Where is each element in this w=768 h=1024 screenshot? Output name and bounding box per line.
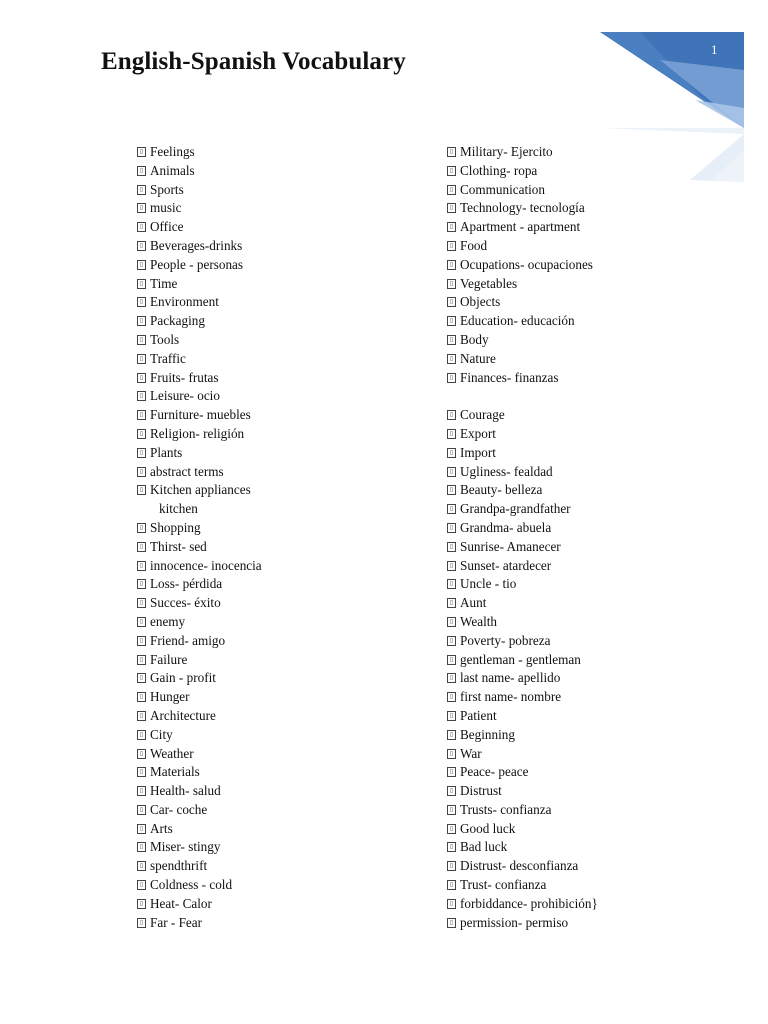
vocabulary-list-right (447, 143, 747, 932)
vocabulary-item-label: Distrust- desconfianza (460, 858, 579, 874)
checkbox-bullet-icon (137, 861, 146, 871)
vocabulary-item (447, 707, 747, 726)
checkbox-bullet-icon (137, 730, 146, 740)
vocabulary-item-label: Beauty- belleza (460, 482, 543, 498)
vocabulary-item (137, 162, 427, 181)
vocabulary-item (447, 857, 747, 876)
checkbox-bullet-icon (447, 899, 456, 909)
vocabulary-item (447, 312, 747, 331)
vocabulary-item (137, 312, 427, 331)
vocabulary-item (447, 481, 747, 500)
checkbox-bullet-icon (137, 429, 146, 439)
vocabulary-item (137, 651, 427, 670)
checkbox-bullet-icon (137, 617, 146, 627)
vocabulary-item (447, 425, 747, 444)
checkbox-bullet-icon (447, 579, 456, 589)
vocabulary-item-label: Plants (150, 444, 183, 460)
checkbox-bullet-icon (137, 147, 146, 157)
checkbox-bullet-icon (447, 692, 456, 702)
vocabulary-item (137, 838, 427, 857)
vocabulary-item (447, 538, 747, 557)
vocabulary-item-label: Traffic (150, 350, 186, 366)
vocabulary-item (137, 538, 427, 557)
checkbox-bullet-icon (137, 485, 146, 495)
page-number: 1 (711, 42, 718, 57)
vocabulary-item-label: Thirst- sed (150, 538, 207, 554)
vocabulary-item-label: Beginning (460, 726, 515, 742)
vocabulary-item-label: Import (460, 444, 496, 460)
vocabulary-item-label: Poverty- pobreza (460, 632, 551, 648)
vocabulary-item-label: Apartment - apartment (460, 219, 581, 235)
vocabulary-item-label: innocence- inocencia (150, 557, 262, 573)
vocabulary-item-label: Health- salud (150, 783, 221, 799)
vocabulary-item-label: Bad luck (460, 839, 508, 855)
vocabulary-item-label: Packaging (150, 313, 205, 329)
vocabulary-item (447, 895, 747, 914)
checkbox-bullet-icon (447, 598, 456, 608)
checkbox-bullet-icon (137, 636, 146, 646)
vocabulary-item-label: Aunt (460, 595, 487, 611)
checkbox-bullet-icon (137, 673, 146, 683)
checkbox-bullet-icon (137, 842, 146, 852)
checkbox-bullet-icon (447, 279, 456, 289)
checkbox-bullet-icon (447, 749, 456, 759)
checkbox-bullet-icon (447, 448, 456, 458)
vocabulary-item-label: Clothing- ropa (460, 162, 538, 178)
vocabulary-item (137, 481, 427, 500)
vocabulary-item (447, 143, 747, 162)
vocabulary-item (137, 293, 427, 312)
vocabulary-item-label: Communication (460, 181, 545, 197)
vocabulary-item (447, 782, 747, 801)
checkbox-bullet-icon (137, 711, 146, 721)
vocabulary-item (137, 575, 427, 594)
vocabulary-item (447, 763, 747, 782)
vocabulary-item-label: Leisure- ocio (150, 388, 220, 404)
checkbox-bullet-icon (447, 260, 456, 270)
vocabulary-item (447, 331, 747, 350)
vocabulary-item (447, 745, 747, 764)
checkbox-bullet-icon (137, 655, 146, 665)
vocabulary-item (447, 406, 747, 425)
vocabulary-item (447, 575, 747, 594)
vocabulary-item-label: Finances- finanzas (460, 369, 559, 385)
checkbox-bullet-icon (447, 373, 456, 383)
vocabulary-item (447, 838, 747, 857)
vocabulary-item (137, 914, 427, 933)
checkbox-bullet-icon (137, 335, 146, 345)
vocabulary-item-label: Ugliness- fealdad (460, 463, 553, 479)
checkbox-bullet-icon (447, 410, 456, 420)
vocabulary-item (137, 895, 427, 914)
checkbox-bullet-icon (447, 805, 456, 815)
checkbox-bullet-icon (137, 767, 146, 777)
vocabulary-item (137, 876, 427, 895)
vocabulary-item (447, 218, 747, 237)
checkbox-bullet-icon (447, 711, 456, 721)
checkbox-bullet-icon (447, 185, 456, 195)
checkbox-bullet-icon (137, 786, 146, 796)
vocabulary-item-label: Tools (150, 331, 180, 347)
vocabulary-item-label: Nature (460, 350, 496, 366)
checkbox-bullet-icon (137, 279, 146, 289)
checkbox-bullet-icon (137, 561, 146, 571)
checkbox-bullet-icon (137, 692, 146, 702)
vocabulary-item (137, 199, 427, 218)
vocabulary-item-label: gentleman - gentleman (460, 651, 581, 667)
vocabulary-item (137, 745, 427, 764)
vocabulary-item-label: Shopping (150, 519, 201, 535)
checkbox-bullet-icon (137, 824, 146, 834)
vocabulary-item (137, 369, 427, 388)
vocabulary-item (137, 557, 427, 576)
vocabulary-item (137, 181, 427, 200)
checkbox-bullet-icon (137, 185, 146, 195)
vocabulary-item (447, 463, 747, 482)
vocabulary-item-label: Trusts- confianza (460, 801, 552, 817)
vocabulary-item-label: Grandma- abuela (460, 519, 552, 535)
vocabulary-item-label: Animals (150, 162, 195, 178)
checkbox-bullet-icon (447, 485, 456, 495)
vocabulary-item-label: Failure (150, 651, 188, 667)
vocabulary-item (137, 350, 427, 369)
vocabulary-item (137, 218, 427, 237)
vocabulary-item (447, 444, 747, 463)
vocabulary-item (137, 782, 427, 801)
checkbox-bullet-icon (137, 880, 146, 890)
vocabulary-item (137, 256, 427, 275)
vocabulary-item-label: kitchen (159, 501, 198, 517)
vocabulary-item-label: Hunger (150, 689, 190, 705)
checkbox-bullet-icon (137, 410, 146, 420)
checkbox-bullet-icon (447, 824, 456, 834)
vocabulary-item (447, 500, 747, 519)
vocabulary-item-label: Sunrise- Amanecer (460, 538, 561, 554)
vocabulary-item-label: Car- coche (150, 801, 208, 817)
vocabulary-item (447, 669, 747, 688)
vocabulary-item-label: People - personas (150, 256, 244, 272)
checkbox-bullet-icon (137, 598, 146, 608)
checkbox-bullet-icon (137, 373, 146, 383)
vocabulary-item (137, 726, 427, 745)
checkbox-bullet-icon (447, 354, 456, 364)
vocabulary-item (137, 857, 427, 876)
vocabulary-item-label: Architecture (150, 707, 216, 723)
checkbox-bullet-icon (137, 241, 146, 251)
vocabulary-item (447, 293, 747, 312)
vocabulary-item-label: Office (150, 219, 184, 235)
checkbox-bullet-icon (447, 297, 456, 307)
vocabulary-item (447, 651, 747, 670)
checkbox-bullet-icon (447, 241, 456, 251)
checkbox-bullet-icon (447, 767, 456, 777)
checkbox-bullet-icon (447, 429, 456, 439)
vocabulary-item-label: Vegetables (460, 275, 518, 291)
vocabulary-item (447, 688, 747, 707)
checkbox-bullet-icon (137, 523, 146, 533)
vocabulary-item-label: music (150, 200, 182, 216)
vocabulary-item-label: Military- Ejercito (460, 144, 553, 159)
checkbox-bullet-icon (137, 542, 146, 552)
checkbox-bullet-icon (137, 448, 146, 458)
vocabulary-item-label: Gain - profit (150, 670, 216, 686)
checkbox-bullet-icon (137, 579, 146, 589)
vocabulary-item-label: Export (460, 425, 496, 441)
vocabulary-item-label: Far - Fear (150, 914, 202, 930)
vocabulary-item-label: Materials (150, 764, 200, 780)
checkbox-bullet-icon (137, 166, 146, 176)
vocabulary-item-label: Ocupations- ocupaciones (460, 256, 593, 272)
checkbox-bullet-icon (447, 561, 456, 571)
vocabulary-item (447, 801, 747, 820)
vocabulary-item (137, 688, 427, 707)
checkbox-bullet-icon (137, 316, 146, 326)
checkbox-bullet-icon (447, 842, 456, 852)
checkbox-bullet-icon (137, 805, 146, 815)
checkbox-bullet-icon (447, 880, 456, 890)
checkbox-bullet-icon (137, 918, 146, 928)
vocabulary-item-label: first name- nombre (460, 689, 562, 705)
vocabulary-item (447, 519, 747, 538)
vocabulary-item-label: Succes- éxito (150, 595, 221, 611)
checkbox-bullet-icon (447, 655, 456, 665)
vocabulary-item-label: Distrust (460, 783, 502, 799)
checkbox-bullet-icon (447, 504, 456, 514)
vocabulary-item-label: Furniture- muebles (150, 407, 251, 423)
checkbox-bullet-icon (447, 673, 456, 683)
vocabulary-item-label: Beverages-drinks (150, 237, 243, 253)
checkbox-bullet-icon (447, 542, 456, 552)
vocabulary-item (447, 369, 747, 388)
vocabulary-item-label: Uncle - tio (460, 576, 517, 592)
vocabulary-item-label: Education- educación (460, 313, 575, 329)
vocabulary-item-label: Arts (150, 820, 173, 836)
vocabulary-item (137, 425, 427, 444)
checkbox-bullet-icon (447, 636, 456, 646)
vocabulary-item (137, 500, 427, 519)
checkbox-bullet-icon (137, 391, 146, 401)
vocabulary-item-label: Environment (150, 294, 219, 310)
vocabulary-item-label: forbiddance- prohibición} (460, 895, 598, 911)
vocabulary-item (447, 613, 747, 632)
vocabulary-item (447, 557, 747, 576)
vocabulary-item-label: permission- permiso (460, 914, 569, 930)
vocabulary-item (447, 256, 747, 275)
document-title: English-Spanish Vocabulary (101, 48, 406, 75)
vocabulary-item-label: Technology- tecnología (460, 200, 585, 216)
checkbox-bullet-icon (447, 861, 456, 871)
vocabulary-item (137, 387, 427, 406)
vocabulary-item (137, 237, 427, 256)
vocabulary-item (137, 463, 427, 482)
vocabulary-item (447, 237, 747, 256)
vocabulary-list-left (137, 143, 427, 932)
vocabulary-item (137, 632, 427, 651)
vocabulary-item-label: Feelings (150, 144, 195, 159)
checkbox-bullet-icon (137, 260, 146, 270)
vocabulary-item-label: Good luck (460, 820, 516, 836)
vocabulary-item (447, 199, 747, 218)
vocabulary-item-label: spendthrift (150, 858, 208, 874)
vocabulary-item-label: Religion- religión (150, 425, 245, 441)
checkbox-bullet-icon (447, 786, 456, 796)
vocabulary-item-label: last name- apellido (460, 670, 561, 686)
vocabulary-item (137, 707, 427, 726)
vocabulary-item-label: Time (150, 275, 178, 291)
vocabulary-item (447, 350, 747, 369)
checkbox-bullet-icon (447, 166, 456, 176)
vocabulary-item (447, 594, 747, 613)
vocabulary-item-label: Weather (150, 745, 194, 761)
checkbox-bullet-icon (447, 335, 456, 345)
vocabulary-item (137, 669, 427, 688)
checkbox-bullet-icon (137, 354, 146, 364)
vocabulary-item (137, 763, 427, 782)
vocabulary-item-label: Loss- pérdida (150, 576, 223, 592)
vocabulary-item (137, 820, 427, 839)
vocabulary-item-label: Fruits- frutas (150, 369, 219, 385)
checkbox-bullet-icon (447, 222, 456, 232)
vocabulary-item (137, 275, 427, 294)
vocabulary-item (137, 801, 427, 820)
vocabulary-item-label: abstract terms (150, 463, 224, 479)
vocabulary-item-label: Food (460, 237, 488, 253)
vocabulary-item-label: Friend- amigo (150, 632, 226, 648)
vocabulary-item-label: Wealth (460, 613, 498, 629)
checkbox-bullet-icon (447, 617, 456, 627)
checkbox-bullet-icon (137, 749, 146, 759)
vocabulary-item (447, 726, 747, 745)
checkbox-bullet-icon (137, 467, 146, 477)
vocabulary-item-label: Trust- confianza (460, 877, 547, 893)
checkbox-bullet-icon (447, 147, 456, 157)
vocabulary-item-label: Sunset- atardecer (460, 557, 552, 573)
vocabulary-item (137, 613, 427, 632)
vocabulary-item-label: War (460, 745, 482, 761)
vocabulary-item-label: City (150, 726, 173, 742)
checkbox-bullet-icon (137, 899, 146, 909)
vocabulary-item (137, 444, 427, 463)
checkbox-bullet-icon (447, 203, 456, 213)
vocabulary-item-label: Objects (460, 294, 501, 310)
vocabulary-item (447, 876, 747, 895)
vocabulary-item (137, 594, 427, 613)
vocabulary-item-label: Body (460, 331, 489, 347)
checkbox-bullet-icon (447, 918, 456, 928)
vocabulary-item-label: Kitchen appliances (150, 482, 251, 498)
checkbox-bullet-icon (137, 297, 146, 307)
vocabulary-item-label: Grandpa-grandfather (460, 501, 571, 517)
checkbox-bullet-icon (447, 467, 456, 477)
vocabulary-item (447, 820, 747, 839)
vocabulary-item (137, 406, 427, 425)
vocabulary-item (447, 387, 747, 406)
checkbox-bullet-icon (447, 730, 456, 740)
vocabulary-item (447, 181, 747, 200)
vocabulary-item-label: enemy (150, 613, 186, 629)
vocabulary-item-label: Sports (150, 181, 184, 197)
vocabulary-item-label: Miser- stingy (150, 839, 221, 855)
vocabulary-item (447, 914, 747, 933)
vocabulary-item-label: Courage (460, 407, 505, 423)
vocabulary-item (447, 275, 747, 294)
checkbox-bullet-icon (447, 523, 456, 533)
checkbox-bullet-icon (137, 203, 146, 213)
checkbox-bullet-icon (447, 316, 456, 326)
vocabulary-item-label: Peace- peace (460, 764, 529, 780)
vocabulary-item (137, 143, 427, 162)
vocabulary-item (137, 331, 427, 350)
vocabulary-item-label: Coldness - cold (150, 877, 233, 893)
vocabulary-item (447, 632, 747, 651)
vocabulary-item (137, 519, 427, 538)
checkbox-bullet-icon (137, 222, 146, 232)
vocabulary-item-label: Heat- Calor (150, 895, 212, 911)
vocabulary-item (447, 162, 747, 181)
vocabulary-item-label: Patient (460, 707, 497, 723)
